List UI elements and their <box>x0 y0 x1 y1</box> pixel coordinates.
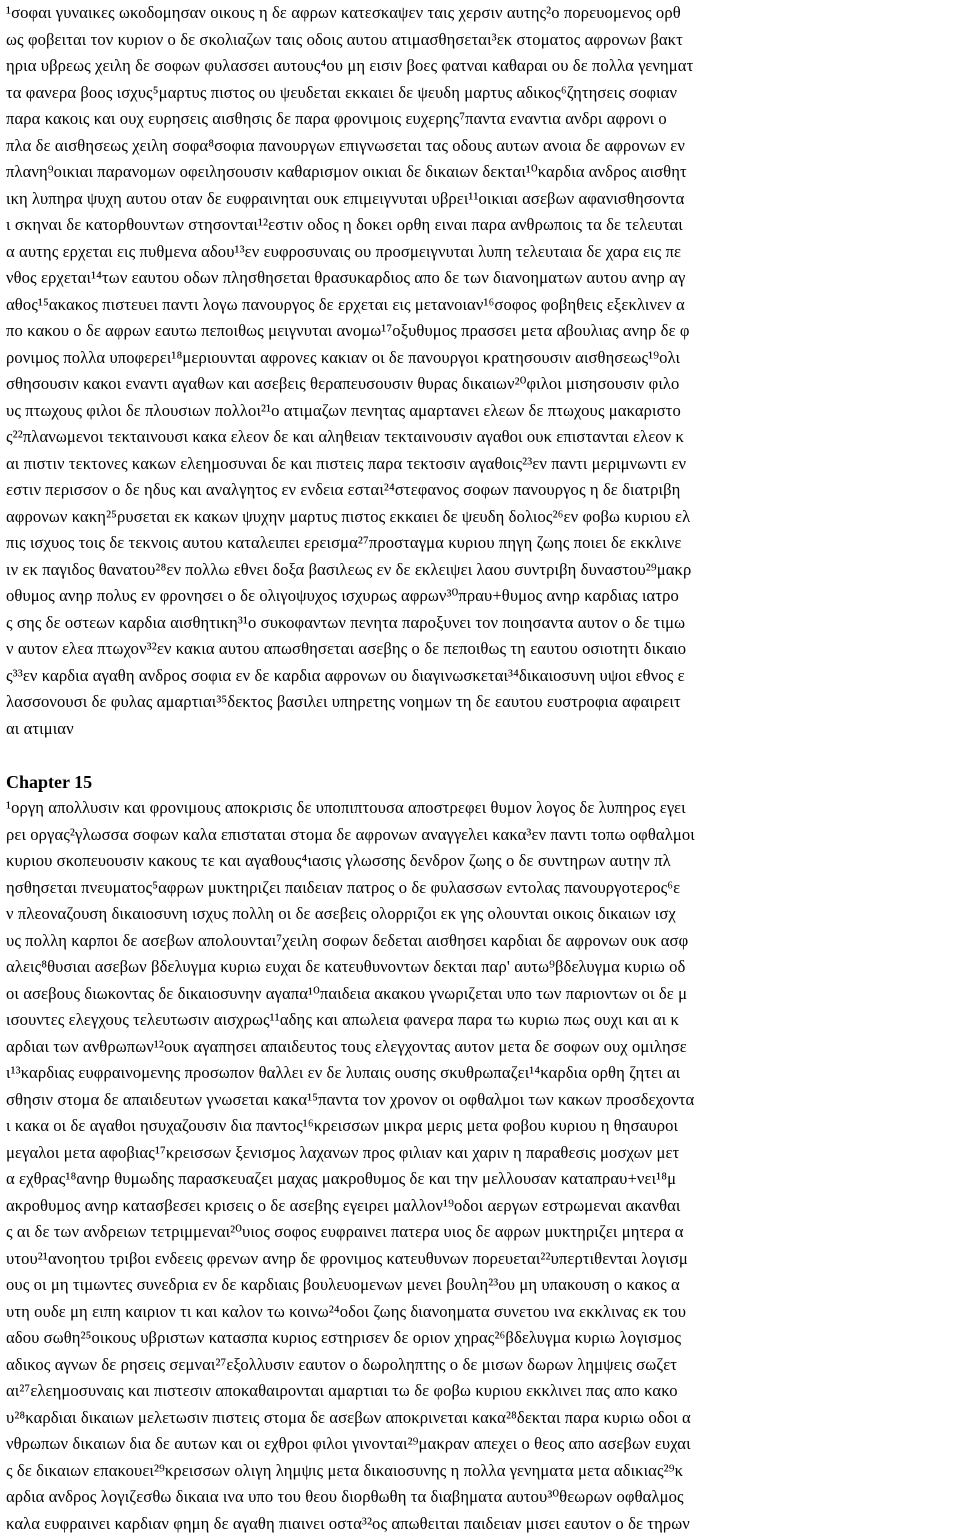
text-line: α αυτης ερχεται εις πυθμενα αδου¹³εν ευφροσυναις ου προσμειγνυται λυπη τελευταια δε χαρα εις πε <box>6 239 958 266</box>
text-line: ρει οργας²γλωσσα σοφων καλα επισταται στομα δε αφρονων αναγγελει κακα³εν παντι τοπω οφθαλμοι <box>6 822 958 849</box>
text-line: εστιν περισσον ο δε ηδυς και αναλγητος εν ενδεια εσται²⁴στεφανος σοφων πανουργος η δε διατριβη <box>6 477 958 504</box>
text-line: ¹οργη απολλυσιν και φρονιμους αποκρισις δε υποπιπτουσα αποστρεφει θυμον λογος δε λυπηρος εγει <box>6 795 958 822</box>
text-line: ους οι μη τιμωντες συνεδρια εν δε καρδιαις βουλευομενων μενει βουλη²³ου μη υπακουση ο κακος α <box>6 1272 958 1299</box>
text-line: ι κακα οι δε αγαθοι ησυχαζουσιν δια παντος¹⁶κρεισσων μικρα μερις μετα φοβου κυριου η θησαυροι <box>6 1113 958 1140</box>
text-line: αι πιστιν τεκτονες κακων ελεημοσυναι δε και πιστεις παρα τεκτοσιν αγαθοις²³εν παντι μεριμνωντι εν <box>6 451 958 478</box>
text-line: ς δε δικαιων επακουει²⁹κρεισσων ολιγη λημψις μετα δικαιοσυνης η πολλα γενηματα μετα αδικιας²⁹κ <box>6 1458 958 1485</box>
document-page <box>6 0 958 1537</box>
text-line: πις ισχυος τοις δε τεκνοις αυτου καταλειπει ερεισμα²⁷προσταγμα κυριου πηγη ζωης ποιει δε εκκλινε <box>6 530 958 557</box>
text-line: ιν εκ παγιδος θανατου²⁸εν πολλω εθνει δοξα βασιλεως εν δε εκλειψει λαου συντριβη δυναστου²⁹μακρ <box>6 557 958 584</box>
text-line: ν πλεοναζουση δικαιοσυνη ισχυς πολλη οι δε ασεβεις ολορριζοι εκ γης ολουνται οικοις δικαιων ισχ <box>6 901 958 928</box>
text-line: αι ατιμιαν <box>6 716 958 743</box>
text-line: αι²⁷ελεημοσυναις και πιστεσιν αποκαθαιρονται αμαρτιαι τω δε φοβω κυριου εκκλινει πας απο κακο <box>6 1378 958 1405</box>
text-line: κυριου σκοπευουσιν κακους τε και αγαθους⁴ιασις γλωσσης δενδρον ζωης ο δε συντηρων αυτην πλ <box>6 848 958 875</box>
text-line: μεγαλοι μετα αφοβιας¹⁷κρεισσων ξενισμος λαχανων προς φιλιαν και χαριν η παραθεσις μοσχων μετ <box>6 1140 958 1167</box>
text-line: υς πολλη καρποι δε ασεβων απολουνται⁷χειλη σοφων δεδεται αισθησει καρδιαι δε αφρονων ουκ ασφ <box>6 928 958 955</box>
text-line: ς αι δε των ανδρειων τετριμμεναι²⁰υιος σοφος ευφραινει πατερα υιος δε αφρων μυκτηριζει μητερα α <box>6 1219 958 1246</box>
text-line: ρονιμος πολλα υποφερει¹⁸μεριουνται αφρονες κακιαν οι δε πανουργοι κρατησουσιν αισθησεως¹⁹ολι <box>6 345 958 372</box>
text-line: ¹σοφαι γυναικες ωκοδομησαν οικους η δε αφρων κατεσκαψεν ταις χερσιν αυτης²ο πορευομενος ορθ <box>6 0 958 27</box>
text-line: ς³³εν καρδια αγαθη ανδρος σοφια εν δε καρδια αφρονων ου διαγινωσκεται³⁴δικαιοσυνη υψοι εθνος ε <box>6 663 958 690</box>
text-line: λασσονουσι δε φυλας αμαρτιαι³⁵δεκτος βασιλει υπηρετης νοημων τη δε εαυτου ευστροφια αφαιρειτ <box>6 689 958 716</box>
text-line: αφρονων κακη²⁵ρυσεται εκ κακων ψυχην μαρτυς πιστος εκκαιει δε ψευδη δολιος²⁶εν φοβω κυριου ελ <box>6 504 958 531</box>
text-line: σθησουσιν κακοι εναντι αγαθων και ασεβεις θεραπευσουσιν θυρας δικαιων²⁰φιλοι μισησουσιν φιλο <box>6 371 958 398</box>
text-line: α εχθρας¹⁸ανηρ θυμωδης παρασκευαζει μαχας μακροθυμος δε και την μελλουσαν καταπραυ+νει¹⁸μ <box>6 1166 958 1193</box>
paragraph-gap <box>6 742 958 769</box>
text-line: τα φανερα βοος ισχυς⁵μαρτυς πιστος ου ψευδεται εκκαιει δε ψευδη μαρτυς αδικος⁶ζητησεις σοφιαν <box>6 80 958 107</box>
text-line: πο κακου ο δε αφρων εαυτω πεποιθως μειγνυται ανομω¹⁷οξυθυμος πρασσει μετα αβουλιας ανηρ δε φ <box>6 318 958 345</box>
text-line: αθος¹⁵ακακος πιστευει παντι λογω πανουργος δε ερχεται εις μετανοιαν¹⁶σοφος φοβηθεις εξεκλινεν α <box>6 292 958 319</box>
text-line: αρδιαι των ανθρωπων¹²ουκ αγαπησει απαιδευτος τους ελεγχοντας αυτον μετα δε σοφων ουχ ομιλησε <box>6 1034 958 1061</box>
text-line: πλανη⁹οικιαι παρανομων οφειλησουσιν καθαρισμον οικιαι δε δικαιων δεκται¹⁰καρδια ανδρος αισθητ <box>6 159 958 186</box>
text-line: οι ασεβους διωκοντας δε δικαιοσυνην αγαπα¹⁰παιδεια ακακου γνωριζεται υπο των παριοντων οι δε μ <box>6 981 958 1008</box>
text-line: οθυμος ανηρ πολυς εν φρονησει ο δε ολιγοψυχος ισχυρως αφρων³⁰πραυ+θυμος ανηρ καρδιας ιατρο <box>6 583 958 610</box>
text-line: πλα δε αισθησεως χειλη σοφα⁸σοφια πανουργων επιγνωσεται τας οδους αυτων ανοια δε αφρονων εν <box>6 133 958 160</box>
text-line: αρδια ανδρος λογιζεσθω δικαια ινα υπο του θεου διορθωθη τα διαβηματα αυτου³⁰θεωρων οφθαλμος <box>6 1484 958 1511</box>
text-line: νθρωπων δικαιων δια δε αυτων και οι εχθροι φιλοι γινονται²⁹μακραν απεχει ο θεος απο ασεβων ευχαι <box>6 1431 958 1458</box>
text-line: νθος ερχεται¹⁴των εαυτου οδων πλησθησεται θρασυκαρδιος απο δε των διανοηματων αυτου ανηρ αγ <box>6 265 958 292</box>
text-line: υτου²¹ανοητου τριβοι ενδεεις φρενων ανηρ δε φρονιμος κατευθυνων πορευεται²²υπερτιθενται λογισμ <box>6 1246 958 1273</box>
text-line: ι σκηναι δε κατορθουντων στησονται¹²εστιν οδος η δοκει ορθη ειναι παρα ανθρωποις τα δε τελευται <box>6 212 958 239</box>
text-line: υτη ουδε μη ειπη καιριον τι και καλον τω κοινω²⁴οδοι ζωης διανοηματα συνετου ινα εκκλινας εκ του <box>6 1299 958 1326</box>
text-line: σθησιν στομα δε απαιδευτων γνωσεται κακα¹⁵παντα τον χρονον οι οφθαλμοι των κακων προσδεχοντα <box>6 1087 958 1114</box>
text-line: ν αυτον ελεα πτωχον³²εν κακια αυτου απωσθησεται ασεβης ο δε πεποιθως τη εαυτου οσιοτητι δικαιο <box>6 636 958 663</box>
text-line: ηρια υβρεως χειλη δε σοφων φυλασσει αυτους⁴ου μη εισιν βοες φατναι καθαραι ου δε πολλα γενηματ <box>6 53 958 80</box>
text-line: καλα ευφραινει καρδιαν φημη δε αγαθη πιαινει οστα³²ος απωθειται παιδειαν μισει εαυτον ο δε τηρων <box>6 1511 958 1537</box>
text-line: ι¹³καρδιας ευφραινομενης προσωπον θαλλει εν δε λυπαις ουσης σκυθρωπαζει¹⁴καρδια ορθη ζητει αι <box>6 1060 958 1087</box>
text-line: ισουντες ελεγχους τελευτωσιν αισχρως¹¹αδης και απωλεια φανερα παρα τω κυριω πως ουχι και αι κ <box>6 1007 958 1034</box>
text-line: ακροθυμος ανηρ κατασβεσει κρισεις ο δε ασεβης εγειρει μαλλον¹⁹οδοι αεργων εστρωμεναι ακανθαι <box>6 1193 958 1220</box>
text-line: παρα κακοις και ουχ ευρησεις αισθησις δε παρα φρονιμοις ευχερης⁷παντα εναντια ανδρι αφρονι ο <box>6 106 958 133</box>
text-line: ς²²πλανωμενοι τεκταινουσι κακα ελεον δε και αληθειαν τεκταινουσιν αγαθοι ουκ επιστανται ελεον κ <box>6 424 958 451</box>
text-line: αδου σωθη²⁵οικους υβριστων κατασπα κυριος εστηρισεν δε οριον χηρας²⁶βδελυγμα κυριω λογισμος <box>6 1325 958 1352</box>
text-line: ησθησεται πνευματος⁵αφρων μυκτηριζει παιδειαν πατρος ο δε φυλασσων εντολας πανουργοτερος⁶ε <box>6 875 958 902</box>
text-line: ως φοβειται τον κυριον ο δε σκολιαζων ταις οδοις αυτου ατιμασθησεται³εκ στοματος αφρονων βακτ <box>6 27 958 54</box>
text-line: αδικος αγνων δε ρησεις σεμναι²⁷εξολλυσιν εαυτον ο δωροληπτης ο δε μισων δωρων λημψεις σωζετ <box>6 1352 958 1379</box>
chapter-15-text <box>6 795 958 1537</box>
text-line: αλεις⁸θυσιαι ασεβων βδελυγμα κυριω ευχαι δε κατευθυνοντων δεκται παρ' αυτω⁹βδελυγμα κυριω οδ <box>6 954 958 981</box>
text-line: ικη λυπηρα ψυχη αυτου οταν δε ευφραινηται ουκ επιμειγνυται υβρει¹¹οικιαι ασεβων αφανισθησοντα <box>6 186 958 213</box>
chapter-14-text <box>6 0 958 742</box>
chapter-15-heading: Chapter 15 <box>6 769 958 796</box>
text-line: ς σης δε οστεων καρδια αισθητικη³¹ο συκοφαντων πενητα παροξυνει τον ποιησαντα αυτον ο δε τιμω <box>6 610 958 637</box>
text-line: υ²⁸καρδιαι δικαιων μελετωσιν πιστεις στομα δε ασεβων αποκρινεται κακα²⁸δεκται παρα κυριω οδοι α <box>6 1405 958 1432</box>
text-line: υς πτωχους φιλοι δε πλουσιων πολλοι²¹ο ατιμαζων πενητας αμαρτανει ελεων δε πτωχους μακαριστο <box>6 398 958 425</box>
